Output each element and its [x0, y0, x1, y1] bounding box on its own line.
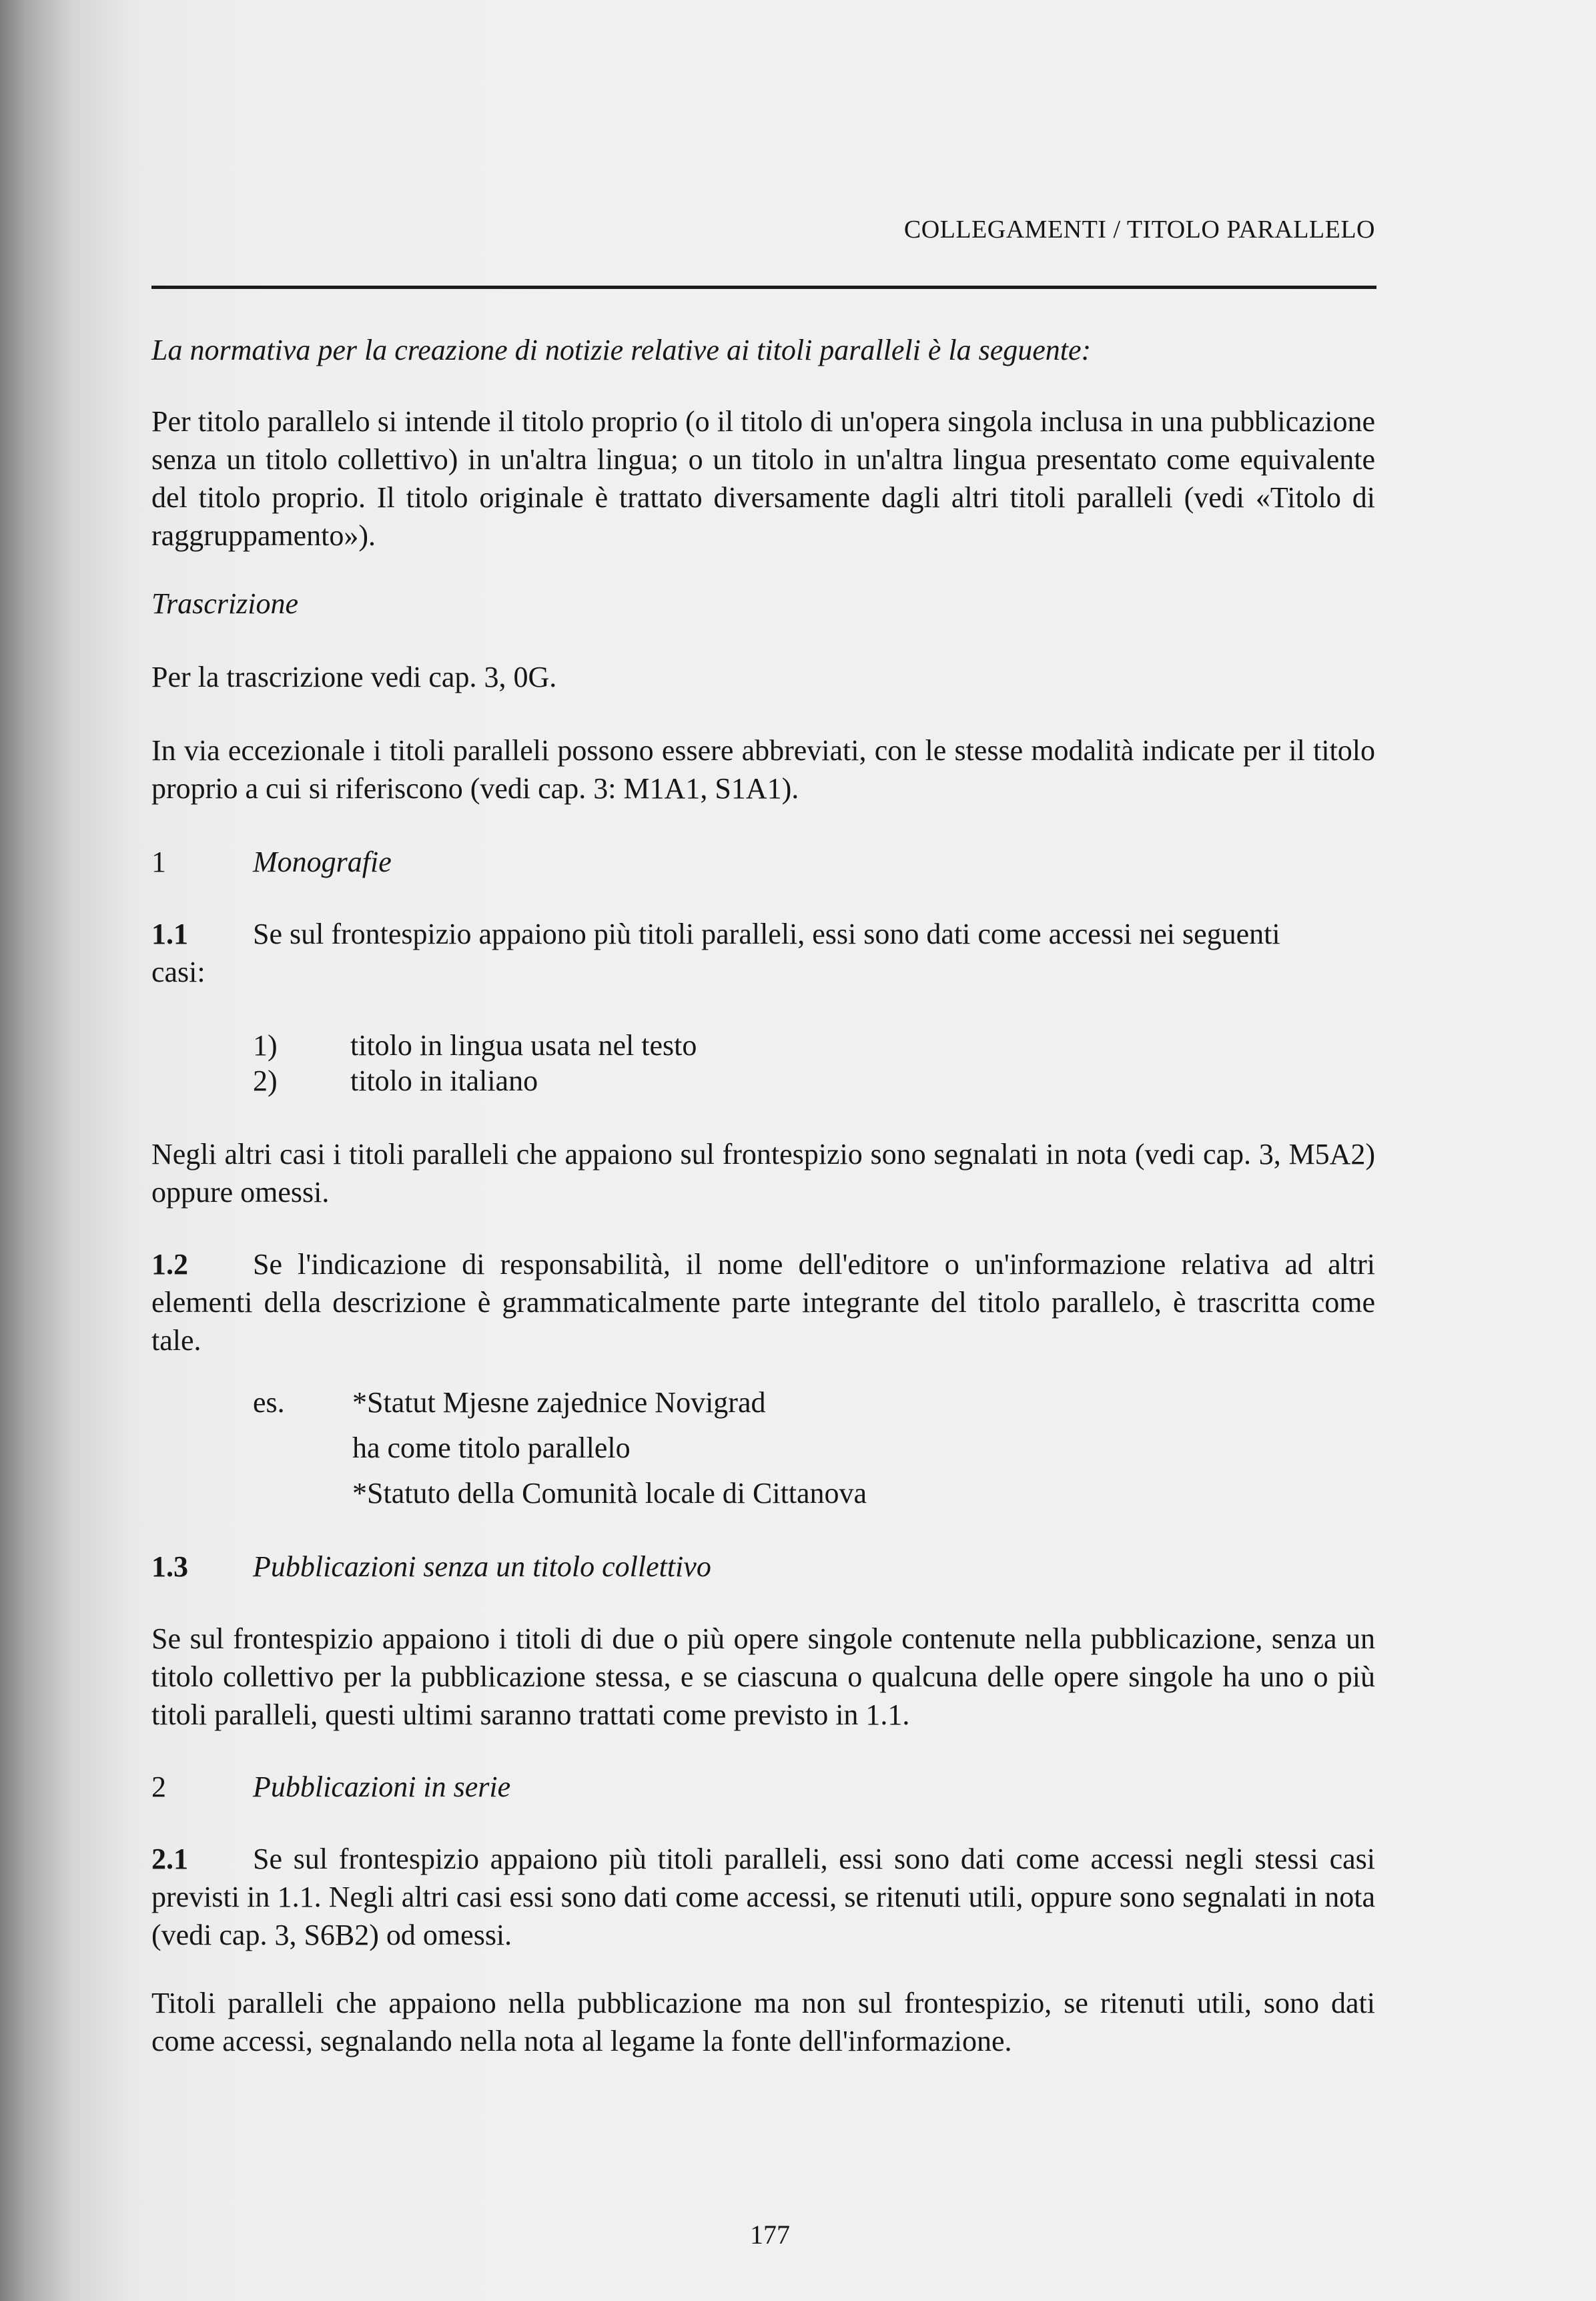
section-title: Pubblicazioni in serie [253, 1770, 511, 1803]
section-number: 2 [151, 1770, 166, 1803]
header-rule [151, 286, 1376, 289]
section-1-1-after: Negli altri casi i titoli paralleli che appaiono sul frontespizio sono segnalati in nota (vedi cap. 3, M5A2) oppure omessi. [151, 1138, 1375, 1209]
list-item [253, 1062, 538, 1100]
section-title: Pubblicazioni senza un titolo collettivo [253, 1550, 711, 1583]
section-1-3-heading [151, 1548, 1375, 1586]
list-text: titolo in lingua usata nel testo [350, 1029, 697, 1062]
section-1-2 [151, 1245, 1375, 1359]
page-number: 177 [750, 2220, 790, 2250]
list-text: titolo in italiano [350, 1064, 538, 1097]
section-2-1-after: Titoli paralleli che appaiono nella pubblicazione ma non sul frontespizio, se ritenuti utili, sono dati come accessi, segnalando nella nota al legame la fonte dell'informazione. [151, 1987, 1375, 2057]
section-text: Se l'indicazione di responsabilità, il nome dell'editore o un'informazione relativa ad altri elementi della descrizione è grammaticalmente parte integrante del titolo parallelo, è trascritta come tale. [151, 1248, 1375, 1357]
section-1-1 [151, 915, 1375, 991]
list-number: 1) [253, 1029, 278, 1062]
running-header: COLLEGAMENTI / TITOLO PARALLELO [903, 216, 1375, 244]
section-number: 1.2 [151, 1248, 188, 1281]
section-1-heading [151, 843, 1375, 881]
section-title: Monografie [253, 846, 392, 878]
section-2-1 [151, 1840, 1375, 1954]
section-text: Se sul frontespizio appaiono più titoli paralleli, essi sono dati come accessi nei seguenti [253, 918, 1280, 950]
trascrizione-paragraph-2: In via eccezionale i titoli paralleli possono essere abbreviati, con le stesse modalità indicate per il titolo proprio a cui si riferiscono (vedi cap. 3: M1A1, S1A1). [151, 734, 1375, 805]
section-number: 1.1 [151, 918, 188, 950]
list-item [253, 1026, 697, 1064]
section-1-3-text: Se sul frontespizio appaiono i titoli di due o più opere singole contenute nella pubblicazione, senza un titolo collettivo per la pubblicazione stessa, e se ciascuna o qualcuna delle opere singole ha uno o più titoli paralleli, questi ultimi saranno trattati come previsto in 1.1. [151, 1622, 1375, 1731]
section-number: 1 [151, 846, 166, 878]
section-text: Se sul frontespizio appaiono più titoli paralleli, essi sono dati come accessi negli stessi casi previsti in 1.1. Negli altri casi essi sono dati come accessi, se ritenuti utili, oppure sono segnalati in nota (vedi cap. 3, S6B2) od omessi. [151, 1843, 1375, 1951]
section-number: 1.3 [151, 1550, 188, 1583]
example-line: ha come titolo parallelo [352, 1431, 631, 1464]
definition-paragraph: Per titolo parallelo si intende il titolo proprio (o il titolo di un'opera singola inclusa in una pubblicazione senza un titolo collettivo) in un'altra lingua; o un titolo in un'altra lingua presentato come equivalente del titolo proprio. Il titolo originale è trattato diversamente dagli altri titoli paralleli (vedi «Titolo di raggruppamento»). [151, 405, 1375, 552]
section-number: 2.1 [151, 1843, 188, 1875]
intro-text: La normativa per la creazione di notizie relative ai titoli paralleli è la seguente: [151, 334, 1092, 366]
trascrizione-heading: Trascrizione [151, 587, 299, 620]
trascrizione-paragraph-1: Per la trascrizione vedi cap. 3, 0G. [151, 661, 557, 693]
section-text-cont: casi: [151, 956, 206, 988]
example-line: *Statuto della Comunità locale di Cittanova [352, 1477, 867, 1510]
example-label: es. [253, 1386, 285, 1419]
section-2-heading [151, 1768, 1375, 1806]
list-number: 2) [253, 1064, 278, 1097]
example-line: *Statut Mjesne zajednice Novigrad [352, 1386, 766, 1419]
